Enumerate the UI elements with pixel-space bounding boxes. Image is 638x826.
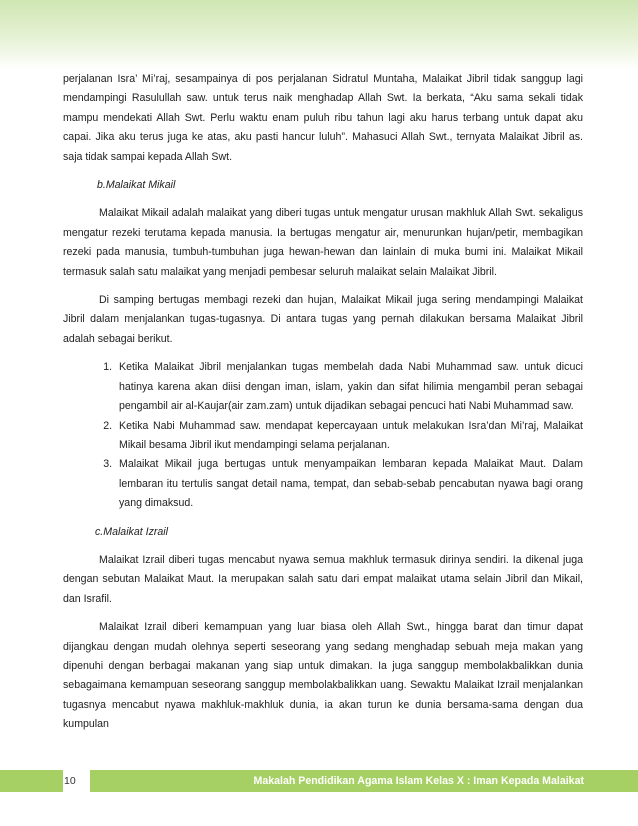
paragraph-isra-miraj: perjalanan Isra’ Mi’raj, sesampainya di pos perjalanan Sidratul Muntaha, Malaikat Jibril tidak sanggup lagi mendampingi Rasulullah saw. untuk terus naik menghadap Allah Swt. Ia berkata, “Aku sama sekali tidak mampu mendekati Allah Swt. Perlu waktu enam puluh ribu tahun lagi aku harus terbang untuk dapat aku capai. Jika aku terus juga ke atas, aku pasti hancur luluh”. Mahasuci Allah Swt., ternyata Malaikat Jibril as. saja tidak sampai kepada Allah Swt.	[63, 73, 583, 163]
document-body	[63, 70, 583, 744]
footer-right-bar	[592, 770, 638, 792]
paragraph-mikail-tasks: Di samping bertugas membagi rezeki dan hujan, Malaikat Mikail juga sering mendampingi Malaikat Jibril dalam menjalankan tugas-tugasnya. Di antara tugas yang pernah dilakukan bersama Malaikat Jibril adalah sebagai berikut.	[63, 294, 583, 345]
footer-left-bar	[0, 770, 63, 792]
paragraph-izrail-intro: Malaikat Izrail diberi tugas mencabut nyawa semua makhluk termasuk dirinya sendiri. Ia dikenal juga dengan sebutan Malaikat Maut. Ia merupakan salah satu dari empat malaikat utama selain Jibril dan Mikail, dan Israfil.	[63, 553, 583, 605]
section-heading-mikail: b.Malaikat Mikail	[97, 179, 176, 192]
header-decoration-band	[0, 0, 638, 70]
page-number: 10	[63, 770, 90, 792]
section-heading-izrail: c.Malaikat Izrail	[95, 525, 168, 538]
footer-title: Makalah Pendidikan Agama Islam Kelas X : Iman Kepada Malaikat	[90, 770, 592, 792]
list-item: 2. Ketika Nabi Muhammad saw. mendapat kepercayaan untuk melakukan Isra’dan Mi’raj, Malaikat Mikail besama Jibril ikut mendampingi selama perjalanan.	[115, 417, 583, 456]
page-footer	[63, 770, 592, 792]
list-item: 3. Malaikat Mikail juga bertugas untuk menyampaikan lembaran kepada Malaikat Maut. Dalam lembaran itu tertulis sangat detail nama, tempat, dan sebab-sebab pencabutan nyawa bagi orang yang dimaksud.	[115, 455, 583, 513]
list-item: 1. Ketika Malaikat Jibril menjalankan tugas membelah dada Nabi Muhammad saw. untuk dicuci hatinya karena akan diisi dengan iman, islam, yakin dan sifat hilimia mengambil peran sebagai pengambil air al-Kaujar(air zam.zam) untuk dijadikan sebagai pencuci hati Nabi Muhammad saw.	[115, 358, 583, 416]
mikail-task-list	[63, 358, 583, 513]
paragraph-mikail-intro: Malaikat Mikail adalah malaikat yang diberi tugas untuk mengatur urusan makhluk Allah Swt. sekaligus mengatur rezeki terutama kepada manusia. Ia bertugas mengatur air, menurunkan hujan/petir, membagikan rezeki pada manusia, tumbuh-tumbuhan juga hewan-hewan dan lainlain di muka bumi ini. Malaikat Mikail termasuk salah satu malaikat yang menjadi pembesar seluruh malaikat selain Malaikat Jibril.	[63, 207, 583, 278]
paragraph-izrail-ability: Malaikat Izrail diberi kemampuan yang luar biasa oleh Allah Swt., hingga barat dan timur dapat dijangkau dengan mudah olehnya seperti seseorang yang sedang menghadap sebuah meja makan yang dipenuhi dengan berbagai makanan yang siap untuk dimakan. Ia juga sanggup membolakbalikkan dunia sebagaimana kemampuan seseorang sanggup membolakbalikkan uang. Sewaktu Malaikat Izrail menjalankan tugasnya mencabut nyawa makhluk-makhluk dunia, ia akan turun ke dunia bersama-sama dengan dua kumpulan	[63, 621, 583, 731]
